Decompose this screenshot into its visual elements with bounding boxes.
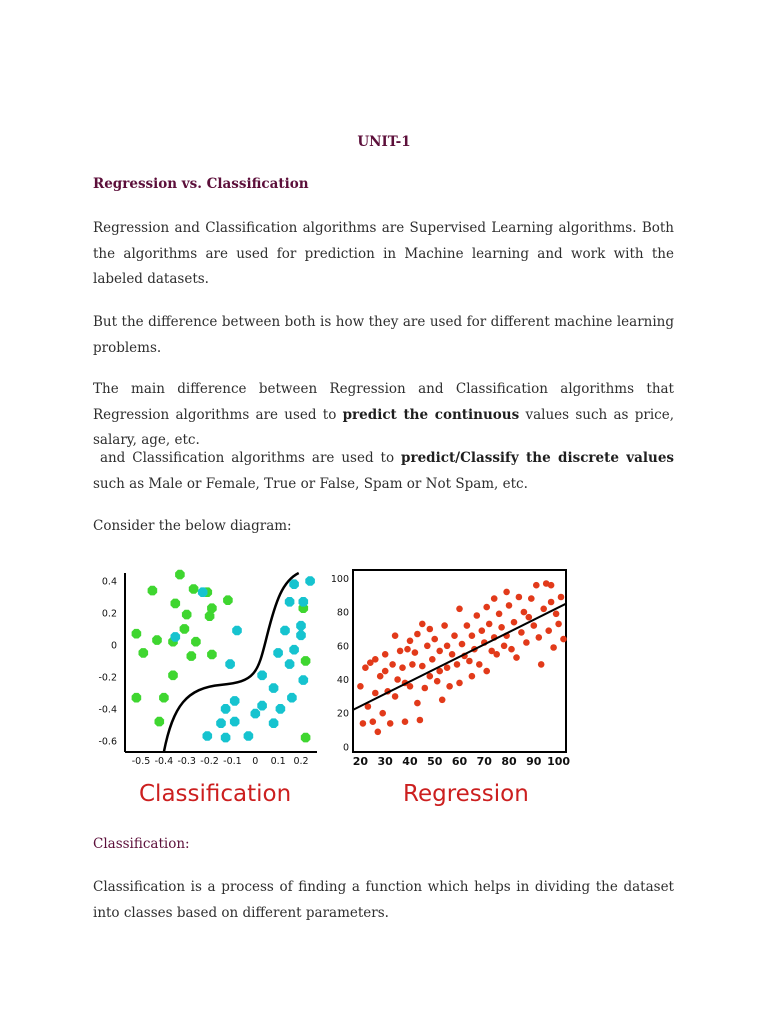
data-point <box>540 606 547 613</box>
data-point <box>427 673 434 680</box>
data-point <box>287 693 297 703</box>
data-point <box>221 733 231 743</box>
data-point <box>269 683 279 693</box>
data-point <box>402 718 409 725</box>
y-tick-label: 0.4 <box>101 576 117 588</box>
data-point <box>503 589 510 596</box>
data-point <box>414 700 421 707</box>
classification-chart <box>95 565 325 770</box>
data-point <box>394 676 401 683</box>
section-heading: Regression vs. Classification <box>93 176 309 192</box>
data-point <box>506 602 513 609</box>
data-point <box>466 658 473 665</box>
y-tick-label: -0.6 <box>98 736 117 748</box>
data-point <box>469 632 476 639</box>
data-point <box>493 651 500 658</box>
data-point <box>508 646 515 653</box>
data-point <box>513 654 520 661</box>
data-point <box>232 626 242 636</box>
y-tick-label: 0 <box>342 742 349 754</box>
paragraph-classification-definition: Classification is a process of finding a function which helps in dividing the dataset into classes based on different parameters. <box>93 879 674 921</box>
data-point <box>444 664 451 671</box>
data-point <box>407 683 414 690</box>
unit-title: UNIT-1 <box>357 134 411 150</box>
data-point <box>424 643 431 650</box>
x-tick-label: 30 <box>377 755 393 768</box>
data-point <box>168 671 178 681</box>
para3-bold: predict the continuous <box>342 406 520 423</box>
data-point <box>132 629 142 639</box>
data-point <box>269 718 279 728</box>
data-point <box>548 582 555 589</box>
y-tick-label: 20 <box>336 708 349 720</box>
data-point <box>496 611 503 618</box>
data-point <box>548 599 555 606</box>
data-point <box>216 718 226 728</box>
y-tick-label: 0.2 <box>101 608 117 620</box>
data-point <box>159 693 169 703</box>
data-point <box>486 621 493 628</box>
data-point <box>372 690 379 697</box>
data-point <box>182 610 192 620</box>
data-point <box>132 693 142 703</box>
data-point <box>531 622 538 629</box>
data-point <box>305 576 315 586</box>
data-point <box>538 661 545 668</box>
classification-caption: Classification <box>139 781 292 807</box>
data-point <box>187 651 197 661</box>
data-point <box>244 731 254 741</box>
x-tick-label: 40 <box>402 755 418 768</box>
y-tick-label: 60 <box>336 641 349 653</box>
data-point <box>533 582 540 589</box>
data-point <box>550 644 557 651</box>
data-point <box>152 635 162 645</box>
data-point <box>422 685 429 692</box>
data-point <box>301 733 311 743</box>
data-point <box>285 597 295 607</box>
x-tick-label: -0.5 <box>131 756 151 767</box>
data-point <box>431 636 438 643</box>
data-point <box>280 626 290 636</box>
data-point <box>377 673 384 680</box>
data-point <box>389 661 396 668</box>
data-point <box>501 643 508 650</box>
data-point <box>454 661 461 668</box>
data-point <box>511 619 518 626</box>
paragraph-classification-purpose <box>93 446 679 497</box>
data-point <box>299 597 309 607</box>
data-point <box>387 720 394 727</box>
data-point <box>392 693 399 700</box>
data-point <box>536 634 543 641</box>
data-point <box>230 696 240 706</box>
y-tick-label: 100 <box>330 573 349 585</box>
paragraph-regression-purpose <box>93 377 674 454</box>
data-point <box>221 704 231 714</box>
data-point <box>483 604 490 611</box>
data-point <box>139 648 149 658</box>
data-point <box>362 664 369 671</box>
y-tick-label: -0.2 <box>98 672 117 684</box>
x-tick-label: 60 <box>451 755 468 768</box>
data-point <box>404 646 411 653</box>
data-point <box>558 594 565 601</box>
data-point <box>429 656 436 663</box>
data-point <box>456 680 463 687</box>
y-tick-label: -0.4 <box>98 704 117 716</box>
data-point <box>357 683 364 690</box>
data-point <box>417 717 424 724</box>
paragraph-difference: But the difference between both is how they are used for different machine learning problems. <box>93 314 674 356</box>
data-point <box>446 683 453 690</box>
x-tick-label: 70 <box>476 755 492 768</box>
data-point <box>553 611 560 618</box>
data-point <box>379 710 386 717</box>
data-point <box>412 649 419 656</box>
data-point <box>370 718 377 725</box>
data-point <box>205 611 215 621</box>
para4-text: and Classification algorithms are used to <box>93 450 402 466</box>
data-point <box>528 595 535 602</box>
y-tick-label: 80 <box>336 607 349 619</box>
paragraph-intro: Regression and Classification algorithms are Supervised Learning algorithms. Both the algorithms are used for prediction in Machine learning and work with the labeled datasets. <box>93 220 674 287</box>
data-point <box>441 622 448 629</box>
data-point <box>289 645 299 655</box>
data-point <box>382 651 389 658</box>
data-point <box>476 661 483 668</box>
data-point <box>449 651 456 658</box>
data-point <box>521 609 528 616</box>
x-tick-label: 50 <box>427 755 443 768</box>
x-tick-label: 100 <box>547 755 570 768</box>
x-tick-label: -0.2 <box>200 756 219 767</box>
data-point <box>409 661 416 668</box>
data-point <box>225 659 235 669</box>
y-tick-label: 0 <box>110 640 117 652</box>
para3-text: The main difference between Regression and Classification algorithms that Regression algorithms are used to <box>93 381 674 423</box>
data-point <box>479 627 486 634</box>
x-tick-label: -0.1 <box>223 756 242 767</box>
x-tick-label: 20 <box>352 755 369 768</box>
data-point <box>407 638 414 645</box>
data-point <box>545 627 552 634</box>
data-point <box>375 729 382 736</box>
data-point <box>273 648 283 658</box>
x-tick-label: 90 <box>526 755 542 768</box>
data-point <box>372 656 379 663</box>
data-point <box>526 614 533 621</box>
data-point <box>301 656 311 666</box>
data-point <box>518 629 525 636</box>
data-point <box>414 631 421 638</box>
data-point <box>434 678 441 685</box>
data-point <box>296 631 306 641</box>
data-point <box>459 641 466 648</box>
para4-suffix: such as Male or Female, True or False, Spam or Not Spam, etc. <box>93 450 679 492</box>
data-point <box>296 621 306 631</box>
data-point <box>203 731 213 741</box>
data-point <box>223 595 233 605</box>
data-point <box>451 632 458 639</box>
data-point <box>419 621 426 628</box>
data-point <box>560 636 567 643</box>
x-tick-label: 0 <box>252 756 259 767</box>
data-point <box>382 668 389 675</box>
data-point <box>191 637 201 647</box>
data-point <box>392 632 399 639</box>
x-tick-label: 0.2 <box>293 756 309 767</box>
data-point <box>171 599 181 609</box>
data-point <box>498 624 505 631</box>
x-tick-label: 0.1 <box>270 756 286 767</box>
data-point <box>155 717 165 727</box>
data-point <box>474 612 481 619</box>
data-point <box>491 595 498 602</box>
data-point <box>436 648 443 655</box>
data-point <box>207 650 217 660</box>
data-point <box>399 664 406 671</box>
x-tick-label: 80 <box>501 755 517 768</box>
data-point <box>257 701 267 711</box>
data-point <box>175 570 185 580</box>
data-point <box>171 632 181 642</box>
data-point <box>555 621 562 628</box>
data-point <box>299 675 309 685</box>
y-tick-label: 40 <box>336 675 349 687</box>
data-point <box>285 659 295 669</box>
para3-suffix: values such as price, salary, age, etc. <box>93 406 674 448</box>
data-point <box>251 709 261 719</box>
data-point <box>427 626 434 633</box>
para4-bold: predict/Classify the discrete values <box>401 450 675 466</box>
data-point <box>189 584 199 594</box>
data-point <box>148 586 158 596</box>
data-point <box>180 624 190 634</box>
paragraph-consider-diagram: Consider the below diagram: <box>93 518 292 534</box>
data-point <box>439 697 446 704</box>
data-point <box>456 606 463 613</box>
data-point <box>444 643 451 650</box>
classification-heading: Classification: <box>93 836 190 852</box>
data-point <box>419 663 426 670</box>
data-point <box>289 579 299 589</box>
data-point <box>257 671 267 681</box>
x-tick-label: -0.4 <box>154 756 174 767</box>
data-point <box>360 720 367 727</box>
data-point <box>198 587 208 597</box>
regression-chart <box>330 566 570 771</box>
data-point <box>464 622 471 629</box>
data-point <box>276 704 286 714</box>
data-point <box>483 668 490 675</box>
data-point <box>230 717 240 727</box>
data-point <box>523 639 530 646</box>
data-point <box>469 673 476 680</box>
regression-caption: Regression <box>403 781 529 807</box>
data-point <box>397 648 404 655</box>
data-point <box>516 594 523 601</box>
x-tick-label: -0.3 <box>177 756 196 767</box>
